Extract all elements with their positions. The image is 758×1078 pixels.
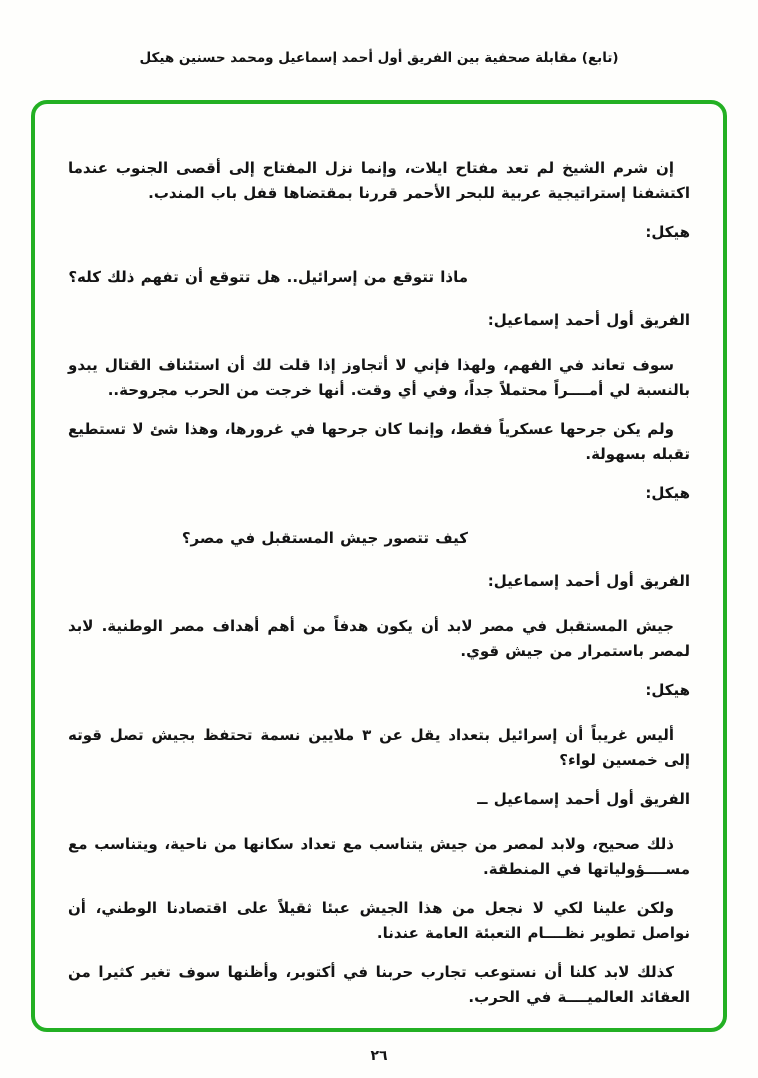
green-border-frame — [31, 100, 727, 1032]
speaker-label: هيكل: — [645, 484, 690, 502]
question-line: ماذا تتوقع من إسرائيل.. هل تتوقع أن تفهم ذلك كله؟ — [68, 268, 468, 286]
question-line: كيف تتصور جيش المستقبل في مصر؟ — [181, 529, 468, 547]
speaker-label: هيكل: — [645, 681, 690, 699]
speaker-label: الفريق أول أحمد إسماعيل: — [487, 311, 690, 329]
speaker-label: الفريق أول أحمد إسماعيل: — [487, 572, 690, 590]
transcript-paragraph: ولم يكن جرحها عسكرياً فقط، وإنما كان جرحها في غرورها، وهذا شئ لا تستطيع تقبله بسهولة. — [68, 420, 690, 463]
transcript-paragraph: كذلك لابد كلنا أن نستوعب تجارب حربنا في أكتوبر، وأظنها سوف تغير كثيرا من العقائد العالميــــة في الحرب. — [68, 963, 690, 1006]
page-header-title: (تابع) مقابلة صحفية بين الفريق أول أحمد إسماعيل ومحمد حسنين هيكل — [139, 50, 619, 66]
transcript-paragraph: ذلك صحيح، ولابد لمصر من جيش يتناسب مع تعداد سكانها من ناحية، ويتناسب مع مســــؤولياتها في المنطقة. — [68, 835, 690, 878]
transcript-paragraph: ولكن علينا لكي لا نجعل من هذا الجيش عبئا ثقيلاً على اقتصادنا الوطني، أن نواصل تطوير نظــــام التعبئة العامة عندنا. — [68, 899, 690, 942]
speaker-label: هيكل: — [645, 223, 690, 241]
transcript-paragraph: إن شرم الشيخ لم تعد مفتاح ايلات، وإنما نزل المفتاح إلى أقصى الجنوب عندما اكتشفنا إستراتيجية عربية للبحر الأحمر قررنا بمقتضاها قفل باب المندب. — [68, 159, 690, 202]
interview-transcript — [68, 156, 690, 1010]
transcript-paragraph: أليس غريباً أن إسرائيل بتعداد يقل عن ٣ ملايين نسمة تحتفظ بجيش تصل قوته إلى خمسين لواء؟ — [68, 726, 690, 769]
transcript-paragraph: سوف تعاند في الفهم، ولهذا فإني لا أتجاوز إذا قلت لك أن استئناف القتال يبدو بالنسبة لي أمــــراً محتملاً جداً، وفي أي وقت. أنها خرجت من الحرب مجروحة.. — [68, 356, 690, 399]
speaker-label: الفريق أول أحمد إسماعيل ــ — [477, 790, 690, 808]
transcript-paragraph: جيش المستقبل في مصر لابد أن يكون هدفاً من أهم أهداف مصر الوطنية. لابد لمصر باستمرار من جيش قوي. — [68, 617, 690, 660]
page-number: ٢٦ — [370, 1048, 388, 1064]
